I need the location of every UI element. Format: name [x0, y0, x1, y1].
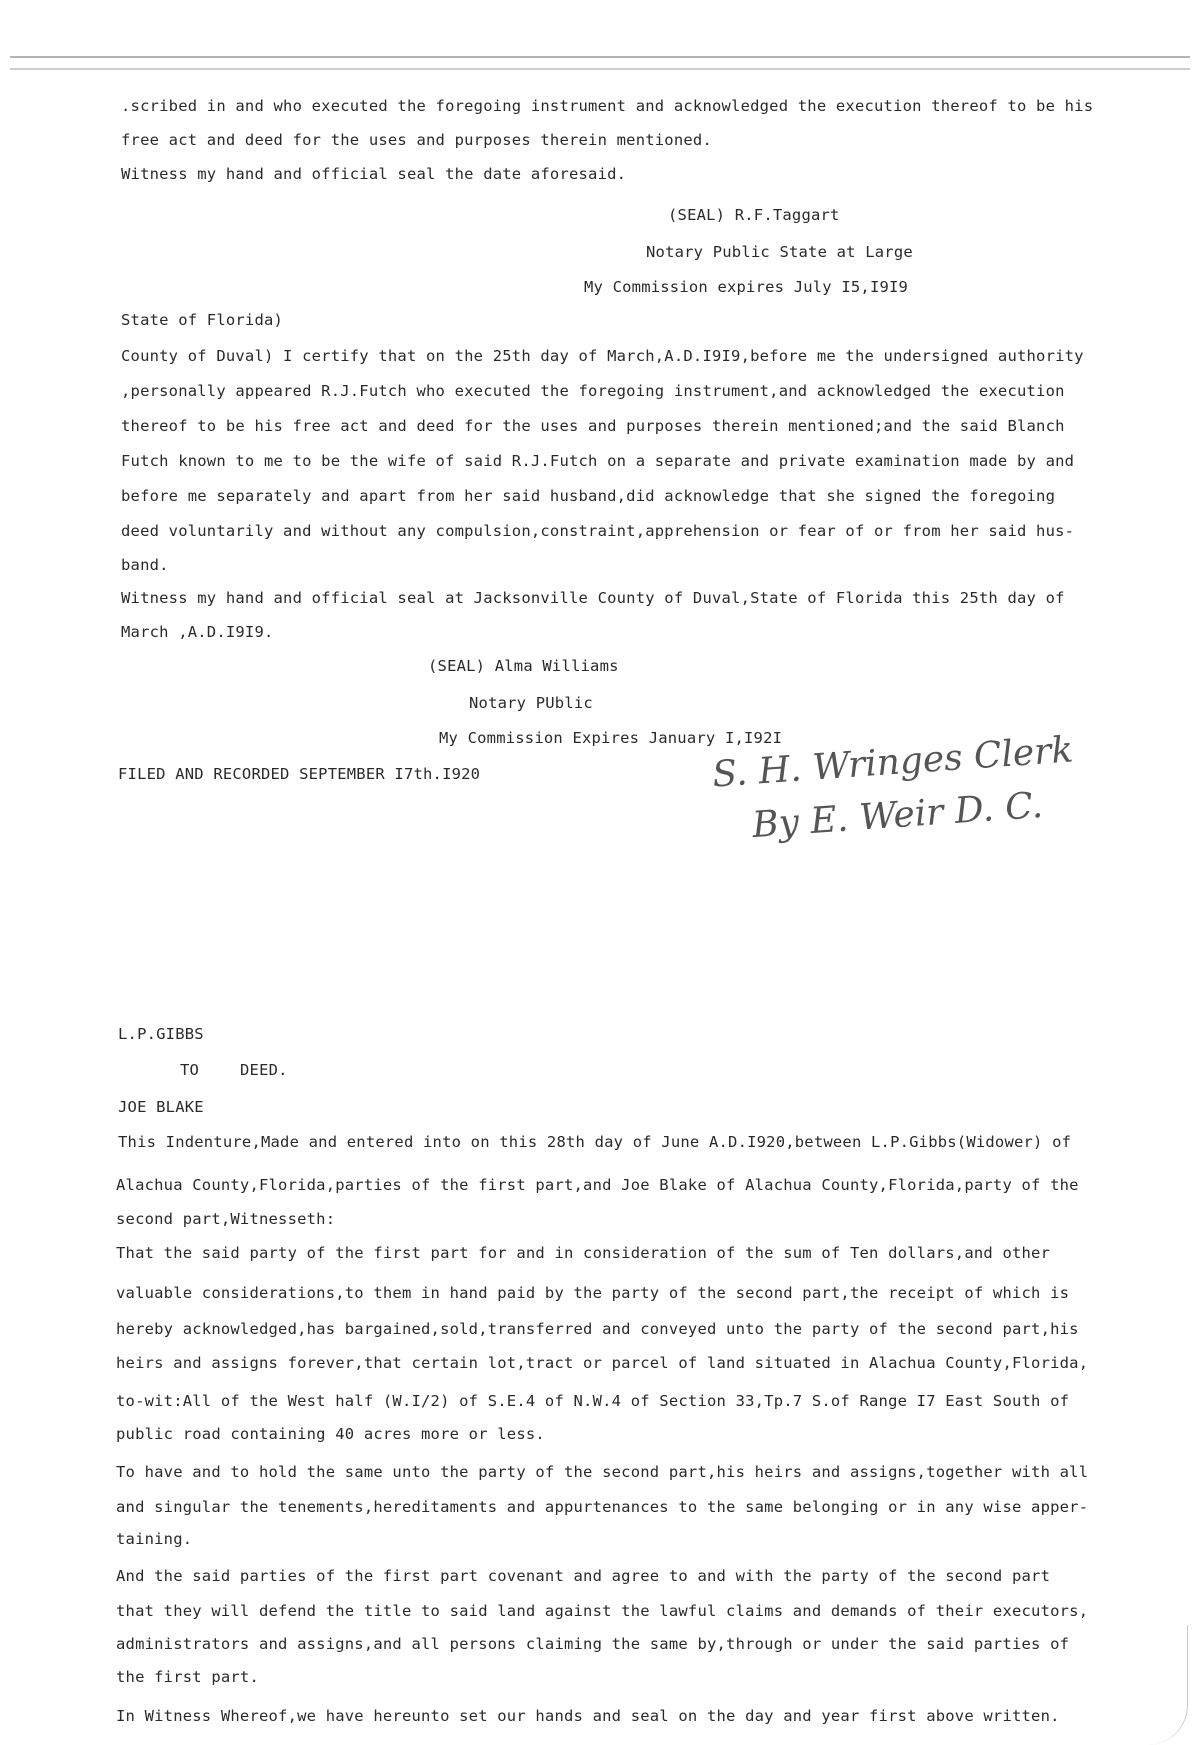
deed-line-16: the first part.	[116, 1668, 259, 1686]
ack2-notary-title: Notary PUblic	[469, 694, 593, 712]
deed-line-3: second part,Witnesseth:	[116, 1210, 336, 1228]
top-border-rule	[10, 56, 1190, 70]
ack1-witness-line: Witness my hand and official seal the date aforesaid.	[121, 165, 627, 183]
deed-line-5: valuable considerations,to them in hand paid by the party of the second part,the receipt of which is	[116, 1284, 1070, 1302]
deed-line-1: This Indenture,Made and entered into on this 28th day of June A.D.I920,between L.P.Gibbs(Widower) of	[118, 1133, 1072, 1151]
ack2-notary-signature: (SEAL) Alma Williams	[428, 657, 619, 675]
clerk-signature-line-2: By E. Weir D. C.	[750, 784, 1045, 847]
deed-line-12: taining.	[116, 1530, 193, 1548]
ack2-line-2: ,personally appeared R.J.Futch who executed the foregoing instrument,and acknowledged the execution	[121, 382, 1065, 400]
deed-line-9: public road containing 40 acres more or less.	[116, 1425, 545, 1443]
deed-line-7: heirs and assigns forever,that certain lot,tract or parcel of land situated in Alachua County,Florida,	[116, 1354, 1089, 1372]
deed-line-2: Alachua County,Florida,parties of the first part,and Joe Blake of Alachua County,Florida,party of the	[116, 1176, 1079, 1194]
ack1-line-1: .scribed in and who executed the foregoing instrument and acknowledged the execution thereof to be his	[121, 97, 1094, 115]
ack1-notary-title: Notary Public State at Large	[646, 243, 913, 261]
ack1-line-2: free act and deed for the uses and purposes therein mentioned.	[121, 131, 712, 149]
ack2-line-6: deed voluntarily and without any compulsion,constraint,apprehension or fear of or from her said hus-	[121, 522, 1075, 540]
ack2-witness-date: March ,A.D.I9I9.	[121, 623, 274, 641]
ack2-commission: My Commission Expires January I,I92I	[439, 729, 783, 747]
deed-line-8: to-wit:All of the West half (W.I/2) of S.E.4 of N.W.4 of Section 33,Tp.7 S.of Range I7 East South of	[116, 1392, 1070, 1410]
ack1-commission: My Commission expires July I5,I9I9	[584, 278, 909, 296]
deed-grantee: JOE BLAKE	[118, 1098, 204, 1116]
deed-line-13: And the said parties of the first part covenant and agree to and with the party of the second part	[116, 1567, 1051, 1585]
filed-recorded-line: FILED AND RECORDED SEPTEMBER I7th.I920	[118, 765, 481, 783]
deed-to: TO	[180, 1061, 200, 1079]
deed-line-4: That the said party of the first part for and in consideration of the sum of Ten dollars,and other	[116, 1244, 1051, 1262]
clerk-signature-line-1: S. H. Wringes Clerk	[711, 729, 1075, 796]
deed-line-14: that they will defend the title to said land against the lawful claims and demands of their executors,	[116, 1602, 1089, 1620]
ack2-witness-line: Witness my hand and official seal at Jacksonville County of Duval,State of Florida this 25th day of	[121, 589, 1065, 607]
deed-line-6: hereby acknowledged,has bargained,sold,transferred and conveyed unto the party of the second part,his	[116, 1320, 1079, 1338]
ack2-line-3: thereof to be his free act and deed for the uses and purposes therein mentioned;and the said Blanch	[121, 417, 1065, 435]
deed-line-11: and singular the tenements,hereditaments and appurtenances to the same belonging or in any wise apper-	[116, 1498, 1089, 1516]
deed-grantor: L.P.GIBBS	[118, 1025, 204, 1043]
deed-type: DEED.	[240, 1061, 288, 1079]
ack1-notary-signature: (SEAL) R.F.Taggart	[668, 206, 840, 224]
ack2-line-4: Futch known to me to be the wife of said R.J.Futch on a separate and private examination made by and	[121, 452, 1075, 470]
ack2-line-1: County of Duval) I certify that on the 25th day of March,A.D.I9I9,before me the undersigned authority	[121, 347, 1084, 365]
deed-line-10: To have and to hold the same unto the party of the second part,his heirs and assigns,together with all	[116, 1463, 1089, 1481]
ack2-state-line: State of Florida)	[121, 311, 284, 329]
ack2-line-7: band.	[121, 556, 169, 574]
deed-line-15: administrators and assigns,and all persons claiming the same by,through or under the said parties of	[116, 1635, 1070, 1653]
ack2-line-5: before me separately and apart from her said husband,did acknowledge that she signed the foregoing	[121, 487, 1056, 505]
page-curl-edge	[1147, 1625, 1188, 1745]
deed-line-17: In Witness Whereof,we have hereunto set our hands and seal on the day and year first above written.	[116, 1707, 1060, 1725]
